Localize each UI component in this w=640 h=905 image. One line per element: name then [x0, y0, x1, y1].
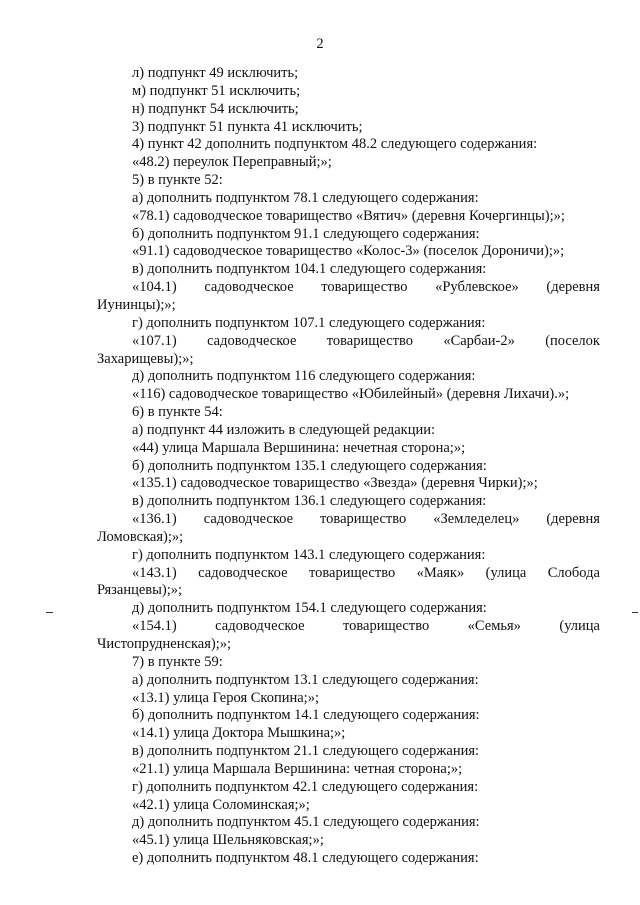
text-word: товарищество	[321, 279, 408, 296]
text-line: б) дополнить подпунктом 14.1 следующего содержания:	[132, 707, 480, 724]
text-line: «48.2) переулок Переправный;»;	[132, 154, 332, 171]
text-word: (деревня	[546, 279, 600, 296]
text-line: б) дополнить подпунктом 91.1 следующего содержания:	[132, 225, 480, 242]
text-line: в) дополнить подпунктом 136.1 следующего содержания:	[132, 493, 487, 510]
text-word: «Рублевское»	[435, 279, 519, 296]
text-line: д) дополнить подпунктом 45.1 следующего содержания:	[132, 814, 480, 831]
text-word: «143.1)	[132, 564, 177, 581]
text-line: Чистопрудненская);»;	[97, 636, 232, 652]
text-line: д) дополнить подпунктом 116 следующего содержания:	[132, 368, 476, 385]
text-word: садоводческое	[203, 511, 294, 528]
text-word: садоводческое	[215, 618, 305, 635]
text-word: товарищество	[326, 332, 413, 349]
text-line: «91.1) садоводческое товарищество «Колос-3» (поселок Дороничи);»;	[132, 243, 565, 260]
text-word: «Земледелец»	[433, 511, 520, 528]
text-line: д) дополнить подпунктом 154.1 следующего содержания:	[132, 600, 487, 617]
text-word: «104.1)	[132, 279, 177, 296]
text-line: г) дополнить подпунктом 143.1 следующего содержания:	[132, 546, 486, 563]
text-word: садоводческое	[207, 332, 297, 349]
text-line: 7) в пункте 59:	[132, 653, 223, 670]
text-line: «13.1) улица Героя Скопина;»;	[132, 689, 319, 706]
text-line	[97, 511, 600, 529]
text-line: «135.1) садоводческое товарищество «Звезда» (деревня Чирки);»;	[132, 475, 538, 492]
text-line: б) дополнить подпунктом 135.1 следующего содержания:	[132, 457, 487, 474]
text-line: г) дополнить подпунктом 107.1 следующего содержания:	[132, 314, 486, 331]
text-line: Ломовская);»;	[97, 528, 184, 545]
text-word: садоводческое	[198, 564, 288, 581]
text-line: в) дополнить подпунктом 104.1 следующего содержания:	[132, 261, 487, 278]
text-line: г) дополнить подпунктом 42.1 следующего содержания:	[132, 778, 479, 795]
text-word: (деревня	[546, 511, 600, 528]
text-line: 6) в пункте 54:	[132, 404, 223, 421]
text-line: л) подпункт 49 исключить;	[132, 65, 299, 81]
text-line: Рязанцевы);»;	[97, 582, 183, 599]
scan-speck	[46, 612, 53, 613]
text-line: «14.1) улица Доктора Мышкина;»;	[132, 725, 346, 742]
text-line	[97, 279, 600, 297]
text-line: «78.1) садоводческое товарищество «Вятич» (деревня Кочергинцы);»;	[132, 207, 565, 224]
text-line	[97, 618, 600, 636]
text-word: «Сарбаи-2»	[443, 332, 515, 349]
text-line: «116) садоводческое товарищество «Юбилейный» (деревня Лихачи).»;	[132, 386, 570, 403]
text-word: товарищество	[342, 618, 430, 635]
text-word: (поселок	[545, 332, 600, 349]
page-number: 2	[316, 36, 324, 52]
scan-speck	[632, 612, 638, 613]
text-line: «42.1) улица Соломинская;»;	[132, 796, 310, 813]
text-word: «136.1)	[132, 511, 177, 528]
text-word: товарищество	[308, 564, 396, 581]
text-line: м) подпункт 51 исключить;	[132, 82, 301, 99]
text-line: «21.1) улица Маршала Вершинина: четная сторона;»;	[132, 760, 463, 777]
text-line: Иунинцы);»;	[97, 296, 176, 313]
text-line: Захарищевы);»;	[97, 350, 194, 367]
text-word: «Семья»	[467, 618, 521, 635]
text-line: 3) подпункт 51 пункта 41 исключить;	[132, 118, 363, 135]
text-word: (улица	[559, 618, 600, 635]
text-word: (улица	[485, 564, 527, 581]
text-line: 5) в пункте 52:	[132, 172, 223, 189]
text-word: «Маяк»	[416, 564, 465, 581]
text-line	[97, 565, 600, 583]
text-word: «154.1)	[132, 618, 177, 635]
text-line: в) дополнить подпунктом 21.1 следующего содержания:	[132, 743, 480, 760]
text-line: а) дополнить подпунктом 13.1 следующего содержания:	[132, 671, 479, 688]
document-body	[97, 65, 600, 868]
text-line: 4) пункт 42 дополнить подпунктом 48.2 следующего содержания:	[132, 136, 538, 153]
text-line	[97, 333, 600, 351]
text-line: а) дополнить подпунктом 78.1 следующего содержания:	[132, 189, 479, 206]
text-line: н) подпункт 54 исключить;	[132, 100, 299, 117]
text-word: садоводческое	[204, 279, 294, 296]
text-line: «44) улица Маршала Вершинина: нечетная сторона;»;	[132, 439, 466, 456]
text-line: а) подпункт 44 изложить в следующей редакции:	[132, 421, 436, 438]
text-line: е) дополнить подпунктом 48.1 следующего содержания:	[132, 850, 479, 867]
text-word: «107.1)	[132, 332, 177, 349]
text-word: товарищество	[320, 511, 407, 528]
text-word: Слобода	[547, 564, 600, 581]
text-line: «45.1) улица Шельняковская;»;	[132, 832, 324, 849]
